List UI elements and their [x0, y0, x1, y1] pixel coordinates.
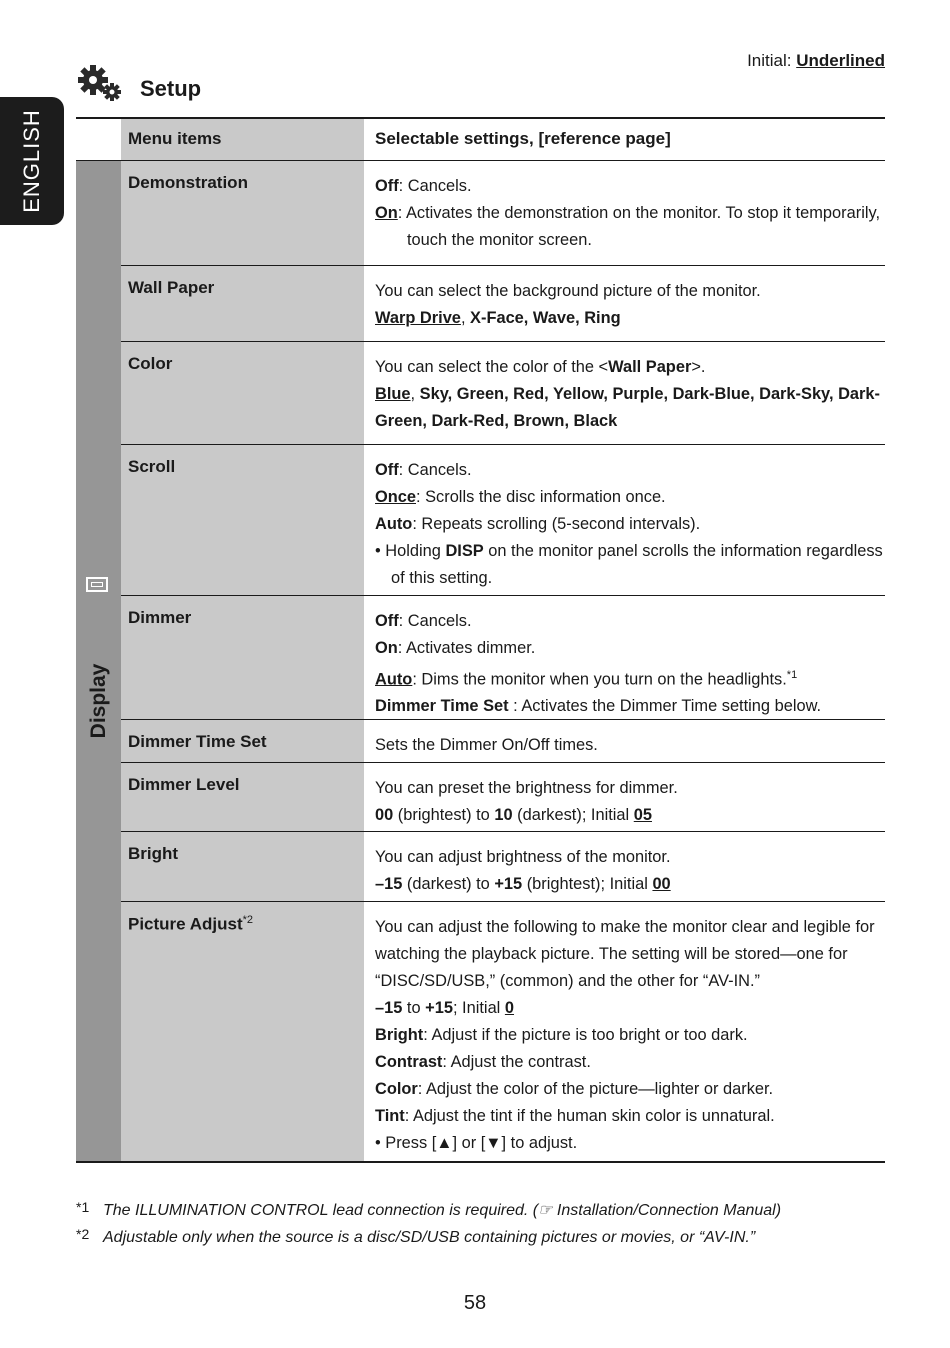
row-settings-scroll: [364, 445, 885, 595]
row-item-color: Color: [121, 342, 364, 444]
option-off: Off: [375, 461, 399, 479]
footnote-2: [76, 1224, 896, 1251]
option-text: watching the playback picture. The setting will be stored—one for: [375, 945, 848, 963]
table-row: [121, 901, 885, 1161]
header-selectable-settings-label: Selectable settings, [reference page]: [375, 129, 671, 148]
table-row: [121, 719, 885, 762]
footnote-mark: *2: [76, 1226, 90, 1242]
option-list: X-Face, Wave, Ring: [470, 309, 621, 327]
language-tab: [0, 97, 64, 225]
page-number: 58: [463, 1292, 487, 1314]
row-settings-picture-adjust: [364, 902, 885, 1161]
option-text: : Activates the Dimmer Time setting below.: [508, 697, 822, 716]
row-item-dimmer: Dimmer: [121, 596, 364, 719]
option-off: Off: [375, 612, 399, 630]
option-text: : Adjust the contrast.: [442, 1053, 591, 1071]
option-text: on the monitor panel scrolls the information regardless: [483, 542, 883, 560]
footnote-mark: *1: [76, 1199, 90, 1215]
header-menu-items-label: Menu items: [128, 129, 222, 148]
option-once: Once: [375, 488, 416, 506]
option-text: : Activates dimmer.: [397, 639, 536, 657]
option-text: (darkest); Initial: [512, 806, 634, 824]
footnote-ref: *2: [242, 914, 254, 926]
option-text: >.: [691, 358, 706, 376]
option-color: Color: [375, 1080, 418, 1098]
option-text: You can preset the brightness for dimmer.: [375, 779, 678, 797]
initial-note-prefix: Initial:: [747, 51, 797, 70]
table-row: [121, 265, 885, 341]
table-row: [121, 341, 885, 444]
option-default: Blue: [375, 385, 411, 403]
section-title: Setup: [140, 76, 202, 101]
option-on: On: [375, 639, 398, 657]
row-item-label: Picture Adjust: [128, 914, 243, 934]
option-value: –15: [375, 999, 403, 1017]
option-default: 0: [504, 999, 515, 1017]
option-ref: DISP: [445, 542, 484, 560]
option-bright: Bright: [375, 1026, 424, 1044]
option-text: : Cancels.: [398, 177, 472, 195]
option-text: ,: [410, 385, 420, 403]
option-auto: Auto: [375, 670, 413, 689]
row-item-dimmer-level: Dimmer Level: [121, 763, 364, 831]
option-text: : Scrolls the disc information once.: [416, 488, 666, 506]
settings-table: [76, 117, 885, 1163]
option-text: (brightest) to: [393, 806, 495, 824]
row-settings-dimmer: [364, 596, 885, 719]
table-row: [121, 595, 885, 719]
option-text: : Activates the demonstration on the monitor. To stop it temporarily,: [397, 204, 881, 222]
row-settings-wall-paper: [364, 266, 885, 341]
option-text: You can adjust brightness of the monitor.: [375, 848, 671, 866]
table-rows: [121, 161, 885, 1161]
header-menu-items: [121, 119, 364, 160]
option-text: : Adjust the tint if the human skin color is unnatural.: [404, 1107, 775, 1125]
option-text: : Repeats scrolling (5-second intervals).: [412, 515, 701, 533]
row-item-dimmer-time-set: Dimmer Time Set: [121, 720, 364, 762]
bullet-text: • Holding: [375, 542, 446, 560]
option-text: touch the monitor screen.: [407, 231, 592, 249]
option-value: +15: [494, 875, 523, 893]
initial-note-value: Underlined: [796, 51, 885, 70]
option-text: You can adjust the following to make the monitor clear and legible for: [375, 918, 875, 936]
category-column: [76, 161, 121, 1161]
option-value: –15: [375, 875, 403, 893]
option-tint: Tint: [375, 1107, 405, 1125]
gear-icon: [76, 62, 124, 104]
option-default: 00: [652, 875, 671, 893]
option-list: Green, Dark-Red, Brown, Black: [375, 412, 618, 430]
option-text: “DISC/SD/USB,” (common) and the other for “AV-IN.”: [375, 972, 760, 990]
option-on: On: [375, 204, 398, 222]
row-item-bright: Bright: [121, 832, 364, 901]
option-text: You can select the color of the <: [375, 358, 609, 376]
row-settings-demonstration: [364, 161, 885, 265]
option-text: : Cancels.: [398, 461, 472, 479]
option-text: : Adjust if the picture is too bright or too dark.: [423, 1026, 748, 1044]
option-text: : Cancels.: [398, 612, 472, 630]
option-value: 10: [494, 806, 513, 824]
table-row: [121, 161, 885, 265]
option-auto: Auto: [375, 515, 413, 533]
table-row: [121, 831, 885, 901]
row-item-scroll: Scroll: [121, 445, 364, 595]
option-text: ; Initial: [452, 999, 505, 1017]
option-ref: Dimmer Time Set: [375, 697, 509, 716]
footnote-ref: *1: [786, 669, 798, 681]
option-off: Off: [375, 177, 399, 195]
table-row: [121, 444, 885, 595]
row-settings-bright: [364, 832, 885, 901]
row-item-picture-adjust: [121, 902, 364, 1161]
option-text: You can select the background picture of the monitor.: [375, 282, 761, 300]
table-row: [121, 762, 885, 831]
option-default: Warp Drive: [375, 309, 461, 327]
option-text: to: [402, 999, 426, 1017]
initial-note: [747, 51, 885, 71]
display-icon: [86, 577, 108, 592]
row-item-demonstration: Demonstration: [121, 161, 364, 265]
row-settings-dimmer-time-set: [364, 720, 885, 762]
row-item-wall-paper: Wall Paper: [121, 266, 364, 341]
row-settings-color: [364, 342, 885, 444]
language-tab-label: ENGLISH: [19, 109, 44, 213]
option-list: Sky, Green, Red, Yellow, Purple, Dark-Blue, Dark-Sky, Dark-: [419, 385, 880, 403]
footnote-text: Adjustable only when the source is a disc/SD/USB containing pictures or movies, or “AV-IN.”: [103, 1229, 756, 1246]
option-text: (darkest) to: [402, 875, 495, 893]
option-value: 00: [375, 806, 394, 824]
header-selectable-settings: [364, 119, 885, 160]
option-contrast: Contrast: [375, 1053, 443, 1071]
footnote-text: The ILLUMINATION CONTROL lead connection is required. (☞ Installation/Connection Manual): [103, 1202, 782, 1219]
option-text: (brightest); Initial: [522, 875, 653, 893]
option-text: : Dims the monitor when you turn on the headlights.: [412, 670, 787, 689]
footnote-1: [76, 1197, 896, 1224]
footnotes: [76, 1197, 896, 1251]
category-label: Display: [87, 663, 110, 739]
bullet-text: • Press [▲] or [▼] to adjust.: [375, 1134, 578, 1152]
option-default: 05: [633, 806, 652, 824]
option-ref: Wall Paper: [608, 358, 692, 376]
option-text: Sets the Dimmer On/Off times.: [375, 736, 598, 754]
option-text: ,: [460, 309, 471, 327]
option-text: : Adjust the color of the picture—lighter or darker.: [417, 1080, 774, 1098]
row-settings-dimmer-level: [364, 763, 885, 831]
option-value: +15: [425, 999, 453, 1017]
option-text: of this setting.: [391, 569, 493, 587]
